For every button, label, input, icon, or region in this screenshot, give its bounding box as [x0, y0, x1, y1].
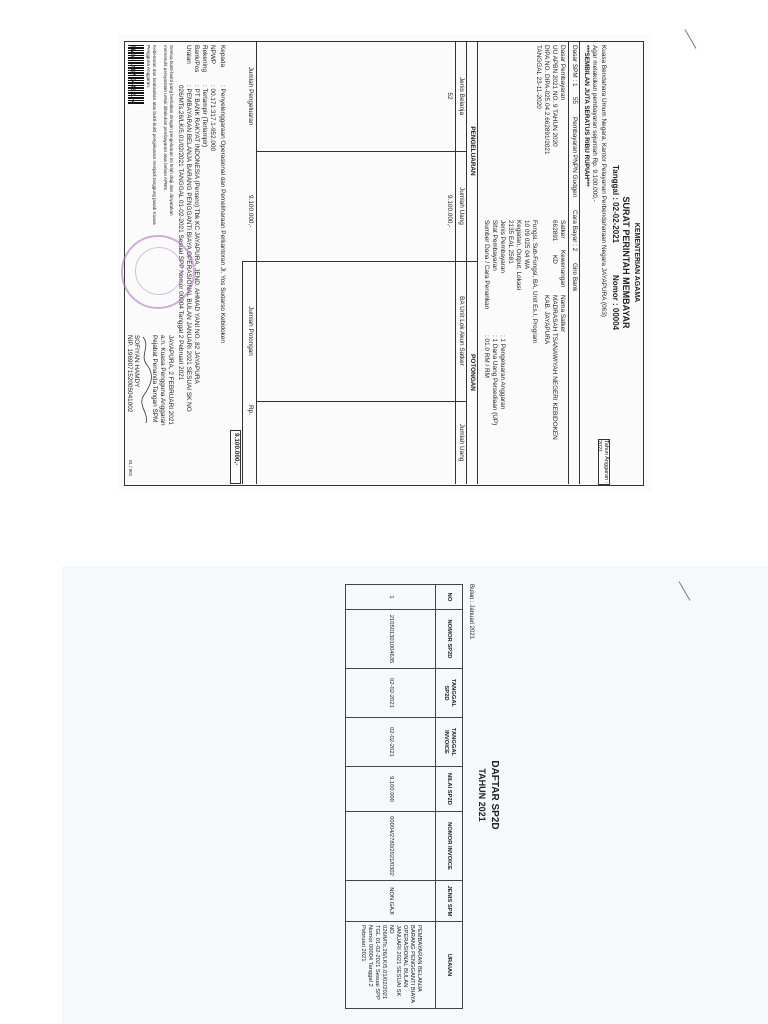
- kegiatan-label: Kegiatan, Output, Lokasi: [515, 220, 522, 290]
- rekening-value: : Terlampir (Terlampir): [201, 85, 208, 148]
- addressee: Kuasa Bendahara Umum Negara, Kantor Pelayanan Perbendaharaan Negara JAYAPURA (063): [600, 45, 607, 317]
- col-jumlah-uang-potongan: Jumlah Uang: [458, 423, 465, 462]
- spm-document: [120, 35, 650, 490]
- header-nilai-sp2d: NILAI SP2D: [436, 767, 463, 812]
- fungsi-label: Fungsi, Sub-Fungsi, BA, Unit Es.I, Program: [531, 220, 538, 344]
- header-nomor-invoice: NOMOR INVOICE: [436, 812, 463, 881]
- amount-words: ***SEMBILAN JUTA SERATUS RIBU RUPIAH***: [583, 45, 590, 187]
- daftar-title: DAFTAR SP2D: [489, 760, 500, 830]
- jumlah-potongan-label: Jumlah Potongan: [247, 306, 254, 356]
- fungsi-values: 10 09 025 04 WA: [523, 220, 530, 270]
- header-uraian: URAIAN: [436, 922, 463, 1009]
- sp2d-table: [345, 584, 463, 1009]
- official-stamp: [121, 235, 195, 309]
- daftar-year: TAHUN 2021: [477, 768, 487, 822]
- belanja-amount: 9.100.000,-: [446, 195, 453, 228]
- cell-tanggal-sp2d: 02-02-2021: [346, 669, 436, 718]
- jumlah-pengeluaran-label: Jumlah Pengeluaran: [247, 66, 254, 126]
- header-tanggal-invoice: TANGGAL INVOICE: [436, 718, 463, 767]
- kegiatan-values: 2135 EAL 2581: [507, 220, 514, 264]
- rekening-label: Rekening: [201, 45, 208, 73]
- jumlah-potongan: Rp.: [247, 405, 254, 415]
- pen-mark-top: [685, 29, 697, 49]
- kepada-value: : Penyelenggaraan Operasional dan Pemeliharaan Perkantoran Jl. Yos Sudarso Kebidoken: [219, 85, 226, 343]
- footnote-1: Semua bukti-bukti yang berkaitan dengan pengeluaran ini telah diuji dan dinyatakan memenuhi persyaratan untuk dilakukan pembayaran atas beban APBN.: [163, 45, 174, 216]
- bank-label: Bank/Pos: [193, 45, 200, 73]
- header-jenis-spm: JENIS SPM: [436, 881, 463, 922]
- jenis-pembayaran-value: : 1 Pengeluaran Anggaran: [499, 335, 506, 410]
- sifat-pembayaran-label: Sifat Pembayaran: [491, 220, 498, 271]
- dipa-line-3: TANGGAL 23-11-2020: [535, 45, 542, 109]
- satker-code: 662891: [551, 220, 558, 242]
- signer-title-2: Pejabat Penanda Tangan SPM: [151, 335, 158, 423]
- uraian-label: Uraian: [185, 45, 192, 64]
- signer-nip: NIP. 196907152005041002: [126, 335, 133, 413]
- cell-nilai-sp2d: 9.100.000: [346, 767, 436, 812]
- header-no: NO: [436, 585, 463, 610]
- signer-title-1: a.n. Kuasa Pengguna Anggaran: [159, 335, 166, 426]
- header-tanggal-sp2d: TANGGAL SP2D: [436, 669, 463, 718]
- col-jumlah-uang: Jumlah Uang: [458, 187, 465, 225]
- daftar-page: [62, 566, 768, 1024]
- cell-jenis-spm: NON GAJI: [346, 881, 436, 922]
- cell-nomor-invoice: 00004/2780/2021/0302: [346, 812, 436, 881]
- satker-label: Satker: [559, 220, 566, 239]
- sumber-dana-value: : 01.0 RM / RM: [483, 335, 490, 378]
- fiscal-year: Tahun Anggaran : 2021: [596, 440, 609, 484]
- uraian-value: : PEMBAYARAN BELANJA BARANG PENGGANTI BIAYA OPERASIONAL BULAN JANUARI 2021 SESUAI SK NO 026/MTs.26/LK/5.01/02/2021 TANGGAL 01-02-2021 Sesuai SPP Nomor 00004 Tanggal 2 Pebruari 2021: [177, 85, 192, 412]
- belanja-code: 52: [446, 92, 453, 100]
- daftar-sp2d-document: [62, 566, 768, 1024]
- sifat-pembayaran-value: : 1 Dana Uang Persediaan (UP): [491, 335, 498, 426]
- bank-value: : PT BANK RAKYAT INDONESIA (Persero) Tbk KC JAYAPURA, JEND. AHMAD YANI NO. 82 JAYAPURA: [193, 85, 200, 384]
- nama-satker-label: Nama Satker: [559, 295, 566, 333]
- cell-tanggal-invoice: 02-02-2021: [346, 718, 436, 767]
- spm-page: [120, 35, 650, 490]
- jumlah-pengeluaran: 9.100.000,-: [247, 195, 254, 228]
- col-jenis-belanja: Jenis Belanja: [458, 76, 465, 115]
- signature: [139, 335, 153, 425]
- kepada-label: Kepada: [219, 45, 226, 68]
- page-number: 01 / 001: [128, 460, 133, 477]
- kewenangan-code: KD: [551, 255, 558, 264]
- dipa-line-1: UU APBN 2021 NO. 9 TAHUN 2020: [551, 45, 558, 147]
- npwp-value: : 00.171.317.1-952.000: [209, 85, 216, 152]
- spm-date: Tanggal : 02-02-2021: [611, 165, 620, 244]
- sp2d-table-header: [436, 585, 463, 1009]
- dasar-pembayaran-label: Dasar Pembayaran: [559, 45, 566, 101]
- daftar-month: Bulan : Januari 2021: [468, 584, 474, 640]
- kewenangan-label: Kewenangan: [559, 250, 566, 288]
- potongan-header: POTONGAN: [469, 354, 476, 391]
- payment-kind: Pembayaran PNPN Gudgen: [571, 117, 578, 198]
- cell-no: 1: [346, 585, 436, 610]
- header-nomor-sp2d: NOMOR SP2D: [436, 610, 463, 669]
- giro-bank: Giro Bank: [571, 263, 578, 292]
- table-row: [346, 585, 436, 1009]
- dasar-spm: Dasar SPM : 1: [571, 45, 578, 87]
- cell-nomor-sp2d: 210501301004635: [346, 610, 436, 669]
- footnote-2: Kebenaran dan keabsahan atas bukti-bukti pengeluaran menjadi tanggung jawab Kuasa Pengguna Anggaran.: [146, 45, 157, 225]
- nama-satker: MADRASAH TSANAWIYAH NEGERI KEBIDOKEN KAB. JAYAPURA: [543, 295, 558, 440]
- dasar-code: 55: [571, 97, 578, 105]
- ministry-heading: KEMENTERIAN AGAMA: [633, 222, 640, 303]
- place-date: JAYAPURA, 2 FEBRUARI 2021: [167, 335, 174, 425]
- cara-bayar: Cara Bayar : 2: [571, 210, 578, 252]
- jenis-pembayaran-label: Jenis Pembayaran: [499, 220, 506, 273]
- col-ba-unit: BA Unit Lok Akun Satker: [458, 296, 465, 366]
- npwp-label: NPWP: [209, 45, 216, 65]
- grand-total: 9.100.000,-: [233, 433, 240, 466]
- spm-title: SURAT PERINTAH MEMBAYAR: [621, 196, 631, 329]
- payment-request: Agar melakukan pembayaran sejumlah Rp. 9.100.000,-: [591, 45, 598, 202]
- signer-name: SOFIYAN HAMDY: [133, 335, 140, 388]
- spm-number: Nomor : 00004: [611, 275, 620, 331]
- doc-code: TMM 1487 0448 1~4: [129, 45, 136, 105]
- sumber-dana-label: Sumber Dana / Cara Penarikan: [483, 220, 490, 310]
- pengeluaran-header: PENGELUARAN: [469, 126, 476, 176]
- cell-uraian: PEMBAYARAN BELANJA BARANG PENGGANTI BIAYA OPERASIONAL BULAN JANUARI 2021 SESUAI SK NO 026/MTs.26/LK/5.01/02/2021 TGL 01-02-2021 Sesuai SPP Nomor 00004 Tanggal 2 Pebruari 2021: [346, 922, 436, 1009]
- dipa-line-2: DIPA NO. DIPA-025.04.2.662891/2021: [543, 45, 550, 155]
